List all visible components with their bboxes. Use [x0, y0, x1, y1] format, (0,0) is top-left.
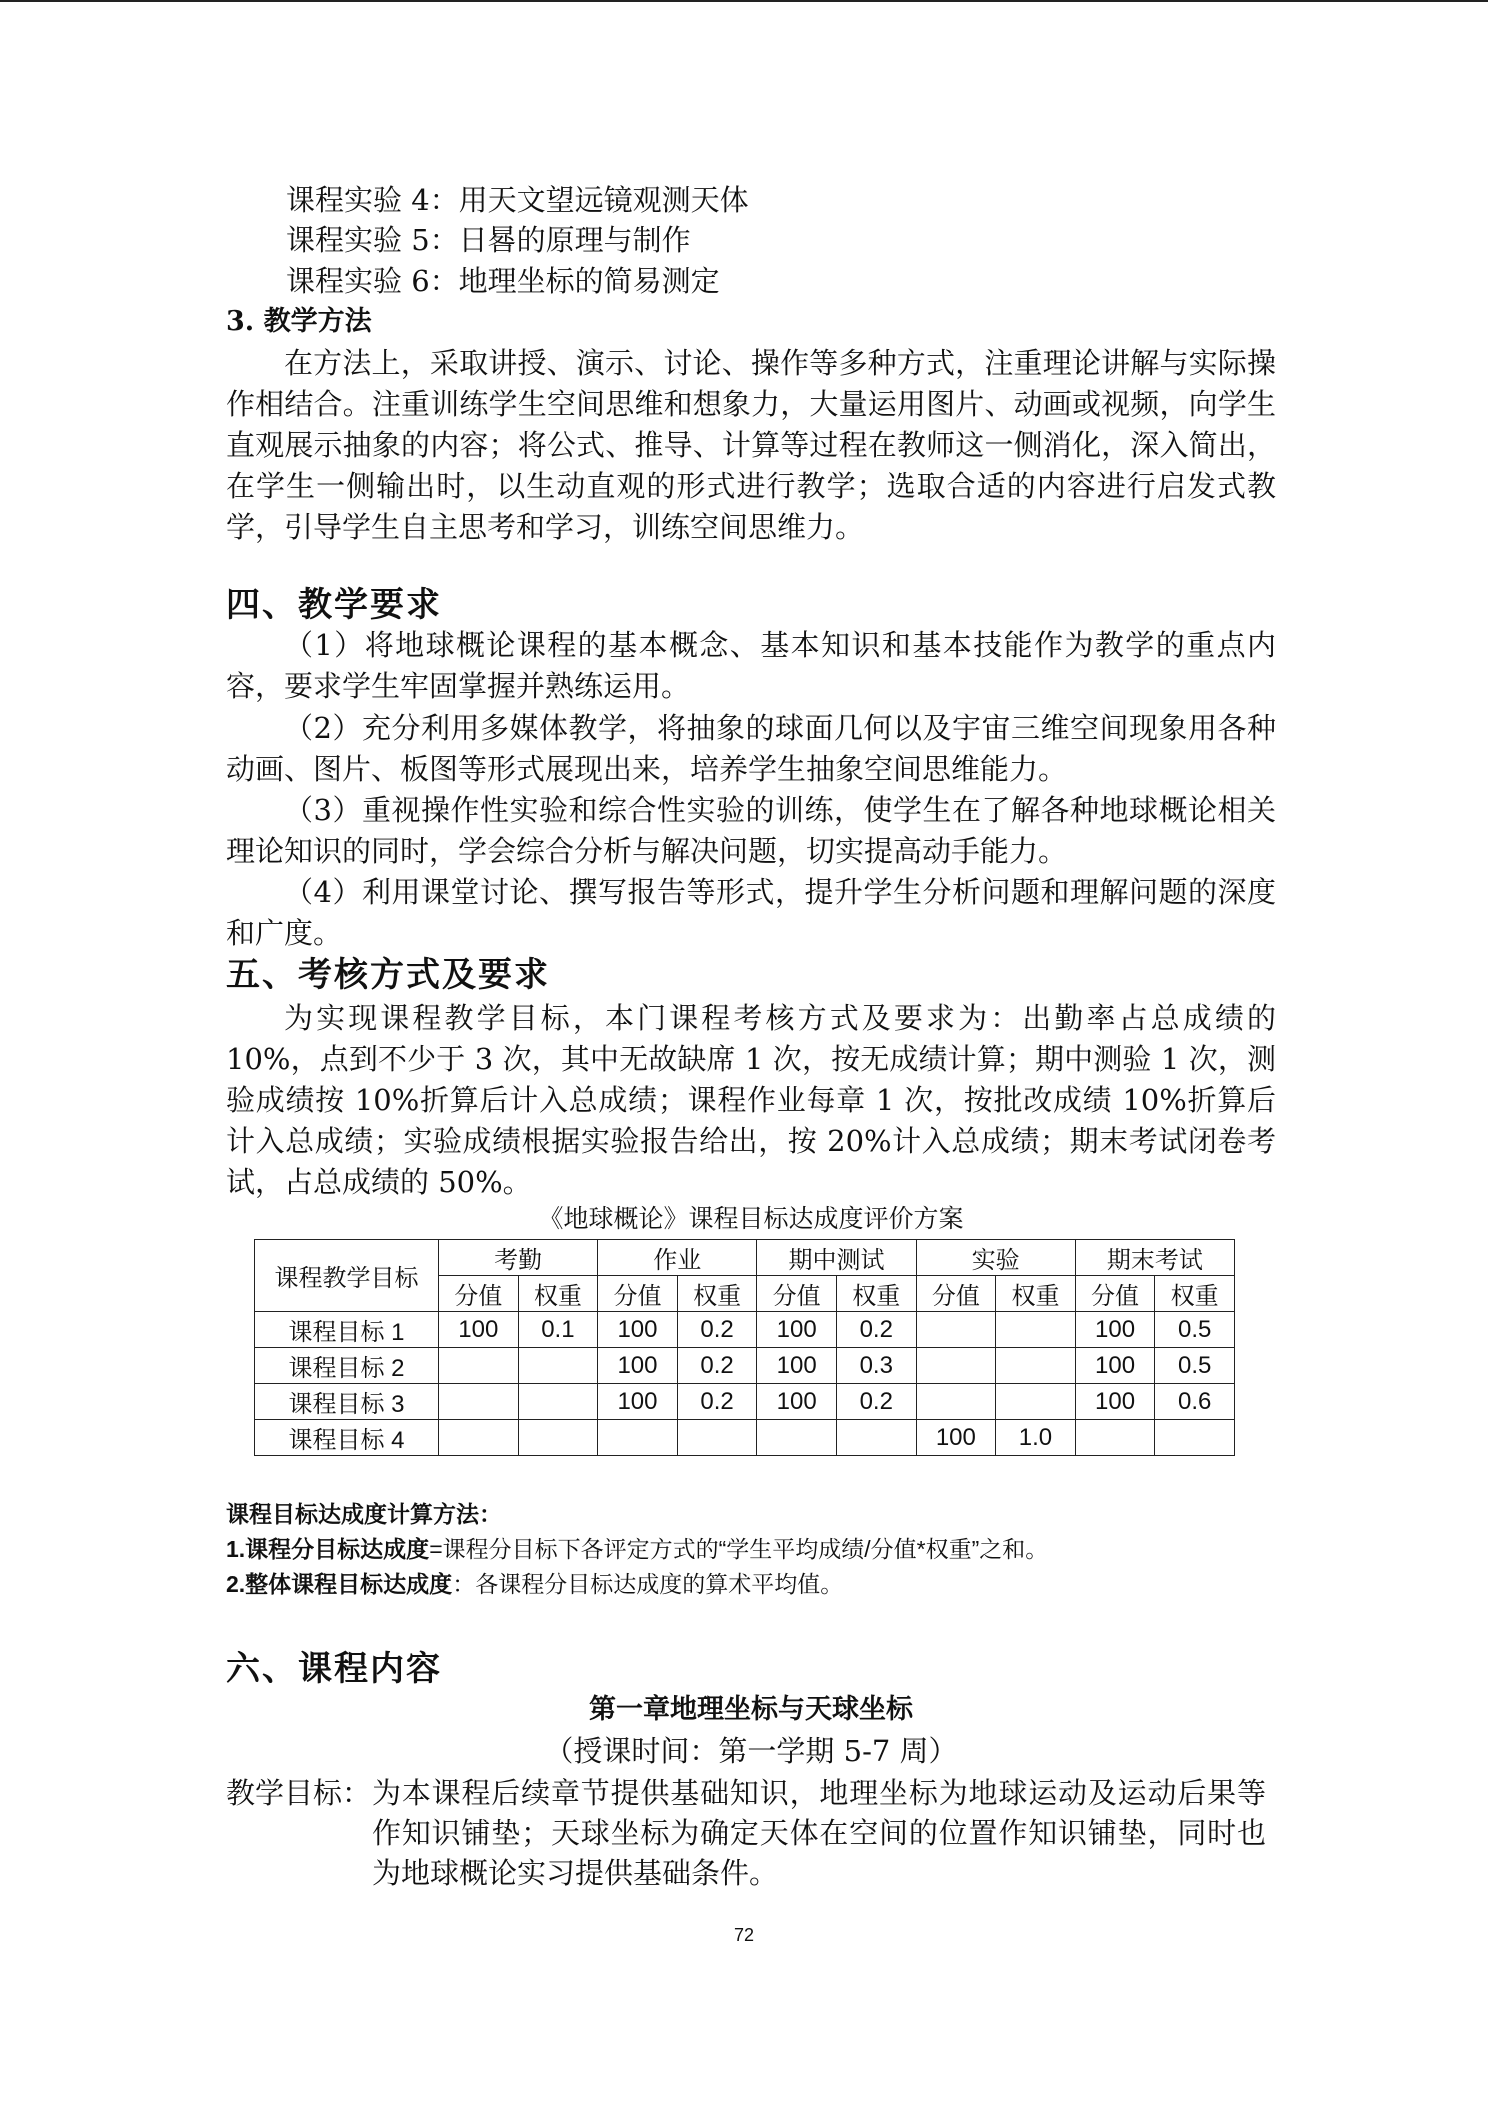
calc-method-line: [226, 1567, 843, 1601]
table-subheader: 分值: [598, 1276, 678, 1312]
teaching-methods-heading: 3. 教学方法: [226, 306, 372, 337]
table-goal-cell: 课程目标 4: [255, 1420, 439, 1456]
table-cell: 1.0: [996, 1420, 1076, 1456]
table-cell: [916, 1348, 996, 1384]
table-cell: [677, 1420, 757, 1456]
table-cell: [518, 1348, 598, 1384]
table-cell: 100: [757, 1348, 837, 1384]
table-cell: 100: [757, 1384, 837, 1420]
table-goal-cell: 课程目标 2: [255, 1348, 439, 1384]
table-cell: 100: [916, 1420, 996, 1456]
table-group-header: 考勤: [439, 1240, 598, 1276]
table-cell: 0.6: [1155, 1384, 1235, 1420]
requirement-item: （3）重视操作性实验和综合性实验的训练，使学生在了解各种地球概论相关理论知识的同时，学会综合分析与解决问题，切实提高动手能力。: [226, 793, 1276, 868]
table-cell: 100: [598, 1312, 678, 1348]
table-cell: 100: [598, 1348, 678, 1384]
teaching-methods-paragraph: 在方法上，采取讲授、演示、讨论、操作等多种方式，注重理论讲解与实际操作相结合。注重训练学生空间思维和想象力，大量运用图片、动画或视频，向学生直观展示抽象的内容；将公式、推导、计算等过程在教师这一侧消化，深入简出，在学生一侧输出时，以生动直观的形式进行教学；选取合适的内容进行启发式教学，引导学生自主思考和学习，训练空间思维力。: [226, 346, 1276, 544]
experiment-item: 课程实验 4：用天文望远镜观测天体: [286, 183, 749, 217]
table-group-header: 期末考试: [1075, 1240, 1234, 1276]
table-cell: 100: [439, 1312, 519, 1348]
table-subheader: 分值: [916, 1276, 996, 1312]
table-subheader: 权重: [518, 1276, 598, 1312]
table-goal-cell: 课程目标 3: [255, 1384, 439, 1420]
top-border: [0, 0, 1488, 2]
chapter-title: 第一章地理坐标与天球坐标: [589, 1694, 913, 1725]
calc-method-title-text: 课程目标达成度计算方法：: [226, 1501, 502, 1527]
table-subheader: 分值: [757, 1276, 837, 1312]
calc-line-text: =课程分目标下各评定方式的“学生平均成绩/分值*权重”之和。: [429, 1536, 1049, 1562]
page-number: 72: [733, 1925, 755, 1945]
table-cell: [916, 1384, 996, 1420]
section-heading-course-content: 六、课程内容: [226, 1649, 442, 1689]
table-subheader: 权重: [1155, 1276, 1235, 1312]
table-row: [255, 1384, 1235, 1420]
requirement-item: （2）充分利用多媒体教学，将抽象的球面几何以及宇宙三维空间现象用各种动画、图片、板图等形式展现出来，培养学生抽象空间思维能力。: [226, 711, 1276, 786]
table-group-header: 期中测试: [757, 1240, 916, 1276]
table-cell: 0.2: [677, 1384, 757, 1420]
table-cell: 0.2: [677, 1348, 757, 1384]
requirement-item: （4）利用课堂讨论、撰写报告等形式，提升学生分析问题和理解问题的深度和广度。: [226, 875, 1276, 950]
table-row: [255, 1420, 1235, 1456]
table-cell: [598, 1420, 678, 1456]
table-cell: 0.3: [836, 1348, 916, 1384]
table-cell: 100: [1075, 1348, 1155, 1384]
table-corner-cell: 课程教学目标: [255, 1240, 439, 1312]
table-subheader: 分值: [439, 1276, 519, 1312]
table-cell: [439, 1384, 519, 1420]
table-cell: [1075, 1420, 1155, 1456]
table-cell: [996, 1312, 1076, 1348]
table-cell: [836, 1420, 916, 1456]
table-cell: 0.2: [677, 1312, 757, 1348]
section-heading-teaching-requirements: 四、教学要求: [226, 585, 442, 625]
table-cell: [1155, 1420, 1235, 1456]
teaching-goal-text: 为本课程后续章节提供基础知识，地理坐标为地球运动及运动后果等作知识铺垫；天球坐标为确定天体在空间的位置作知识铺垫，同时也为地球概论实习提供基础条件。: [372, 1776, 1266, 1890]
calc-line-text: ：各课程分目标达成度的算术平均值。: [452, 1571, 844, 1597]
table-goal-cell: 课程目标 1: [255, 1312, 439, 1348]
table-cell: [518, 1420, 598, 1456]
calc-method-line: [226, 1532, 1048, 1566]
table-subheader: 权重: [677, 1276, 757, 1312]
teaching-goal-label: 教学目标：: [226, 1776, 372, 1810]
table-cell: [996, 1348, 1076, 1384]
chapter-time: （授课时间：第一学期 5-7 周）: [544, 1734, 958, 1768]
table-cell: [996, 1384, 1076, 1420]
table-subheader: 分值: [1075, 1276, 1155, 1312]
table-cell: 0.2: [836, 1384, 916, 1420]
table-cell: 0.5: [1155, 1312, 1235, 1348]
table-group-header: 实验: [916, 1240, 1075, 1276]
table-cell: [518, 1384, 598, 1420]
table-caption: 《地球概论》课程目标达成度评价方案: [538, 1204, 964, 1233]
section-heading-assessment: 五、考核方式及要求: [226, 955, 550, 995]
table-cell: 0.5: [1155, 1348, 1235, 1384]
table-cell: [916, 1312, 996, 1348]
evaluation-table: [254, 1239, 1235, 1456]
table-cell: 100: [757, 1312, 837, 1348]
table-cell: 100: [598, 1384, 678, 1420]
table-cell: [439, 1420, 519, 1456]
table-cell: 100: [1075, 1384, 1155, 1420]
assessment-paragraph: 为实现课程教学目标，本门课程考核方式及要求为：出勤率占总成绩的 10%，点到不少于 3 次，其中无故缺席 1 次，按无成绩计算；期中测验 1 次，测验成绩按 10%折算后计入总成绩；课程作业每章 1 次，按批改成绩 10%折算后计入总成绩；实验成绩根据实验报告给出，按 20%计入总成绩；期末考试闭卷考试，占总成绩的 50%。: [226, 1001, 1276, 1199]
table-row: [255, 1348, 1235, 1384]
table-group-header: 作业: [598, 1240, 757, 1276]
calc-line-bold: 2.整体课程目标达成度: [226, 1571, 453, 1597]
calc-method-title: [226, 1497, 502, 1531]
experiment-item: 课程实验 6：地理坐标的简易测定: [286, 264, 720, 298]
table-subheader: 权重: [996, 1276, 1076, 1312]
table-cell: [439, 1348, 519, 1384]
table-cell: 100: [1075, 1312, 1155, 1348]
table-cell: 0.1: [518, 1312, 598, 1348]
experiment-item: 课程实验 5：日晷的原理与制作: [286, 223, 691, 257]
table-subheader: 权重: [836, 1276, 916, 1312]
table-header-row: [255, 1240, 1235, 1276]
table-cell: [757, 1420, 837, 1456]
table-row: [255, 1312, 1235, 1348]
table-cell: 0.2: [836, 1312, 916, 1348]
requirement-item: （1）将地球概论课程的基本概念、基本知识和基本技能作为教学的重点内容，要求学生牢固掌握并熟练运用。: [226, 628, 1276, 703]
calc-line-bold: 1.课程分目标达成度: [226, 1536, 430, 1562]
